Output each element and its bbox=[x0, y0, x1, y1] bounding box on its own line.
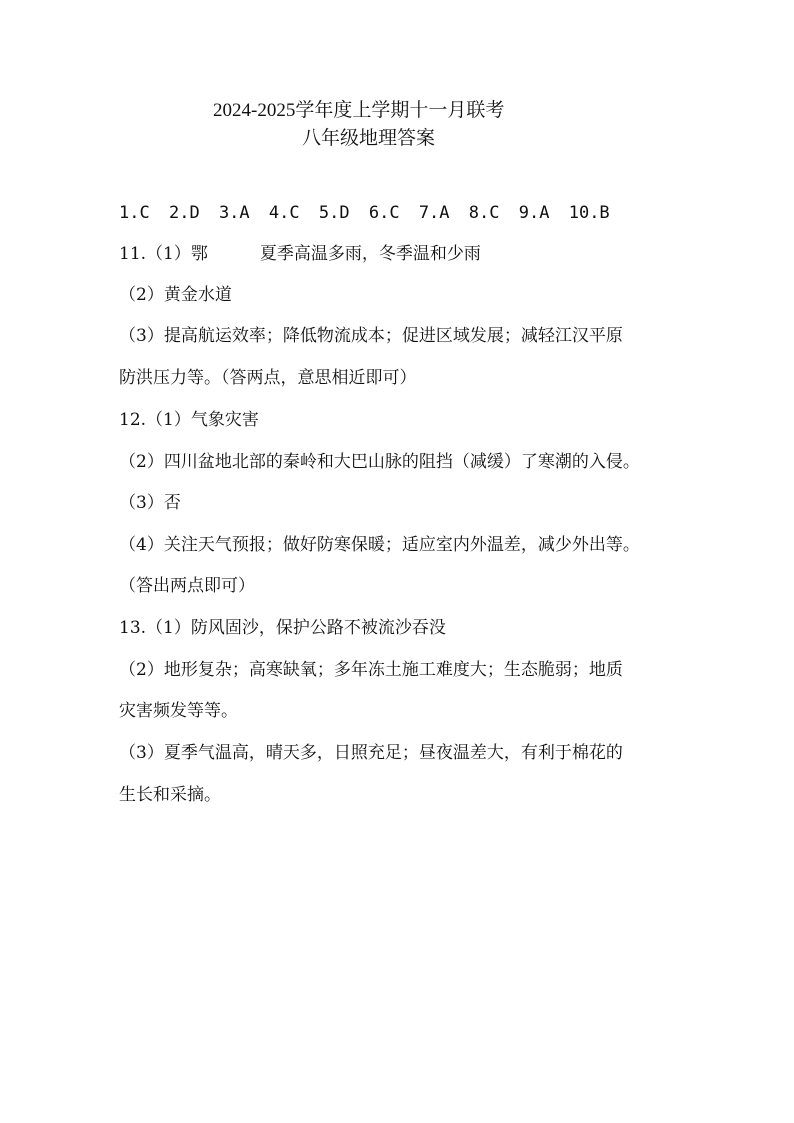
mc-answer: 4.C bbox=[268, 203, 300, 223]
answer-11-1-province: 11.（1）鄂 bbox=[119, 244, 208, 264]
mc-answer: 1.C bbox=[119, 203, 150, 223]
answer-13-1: 13.（1）防风固沙，保护公路不被流沙吞没 bbox=[119, 618, 446, 638]
mc-answer: 6.C bbox=[368, 203, 400, 223]
mc-answer: 9.A bbox=[518, 203, 550, 223]
mc-answer: 10.B bbox=[568, 203, 610, 223]
answer-13-2-line1: （2）地形复杂；高寒缺氧；多年冻土施工难度大；生态脆弱；地质 bbox=[119, 660, 623, 680]
answer-11-3-line2: 防洪压力等。（答两点，意思相近即可） bbox=[119, 368, 417, 388]
answer-11-1-climate: 夏季高温多雨，冬季温和少雨 bbox=[259, 244, 481, 264]
mc-answer: 8.C bbox=[468, 203, 500, 223]
mc-answer: 7.A bbox=[418, 203, 450, 223]
mc-answer: 2.D bbox=[168, 203, 200, 223]
answer-12-4-line2: （答出两点即可） bbox=[119, 576, 255, 596]
answer-13-2-line2: 灾害频发等等。 bbox=[119, 701, 238, 721]
multiple-choice-answers bbox=[119, 202, 619, 224]
exam-subtitle: 八年级地理答案 bbox=[302, 128, 436, 149]
exam-title: 2024-2025学年度上学期十一月联考 bbox=[213, 100, 505, 121]
mc-answer: 3.A bbox=[218, 203, 250, 223]
answer-12-4-line1: （4）关注天气预报；做好防寒保暖；适应室内外温差，减少外出等。 bbox=[119, 535, 640, 555]
answer-13-3-line1: （3）夏季气温高，晴天多，日照充足；昼夜温差大，有利于棉花的 bbox=[119, 743, 623, 763]
answer-11-2: （2）黄金水道 bbox=[119, 285, 232, 305]
answer-12-2: （2）四川盆地北部的秦岭和大巴山脉的阻挡（减缓）了寒潮的入侵。 bbox=[119, 452, 640, 472]
answer-11-1 bbox=[119, 243, 481, 265]
answer-13-3-line2: 生长和采摘。 bbox=[119, 785, 221, 805]
answer-11-3-line1: （3）提高航运效率；降低物流成本；促进区域发展；减轻江汉平原 bbox=[119, 326, 623, 346]
answer-12-3: （3）否 bbox=[119, 493, 181, 513]
answer-12-1: 12.（1）气象灾害 bbox=[119, 410, 259, 430]
mc-answer: 5.D bbox=[318, 203, 350, 223]
